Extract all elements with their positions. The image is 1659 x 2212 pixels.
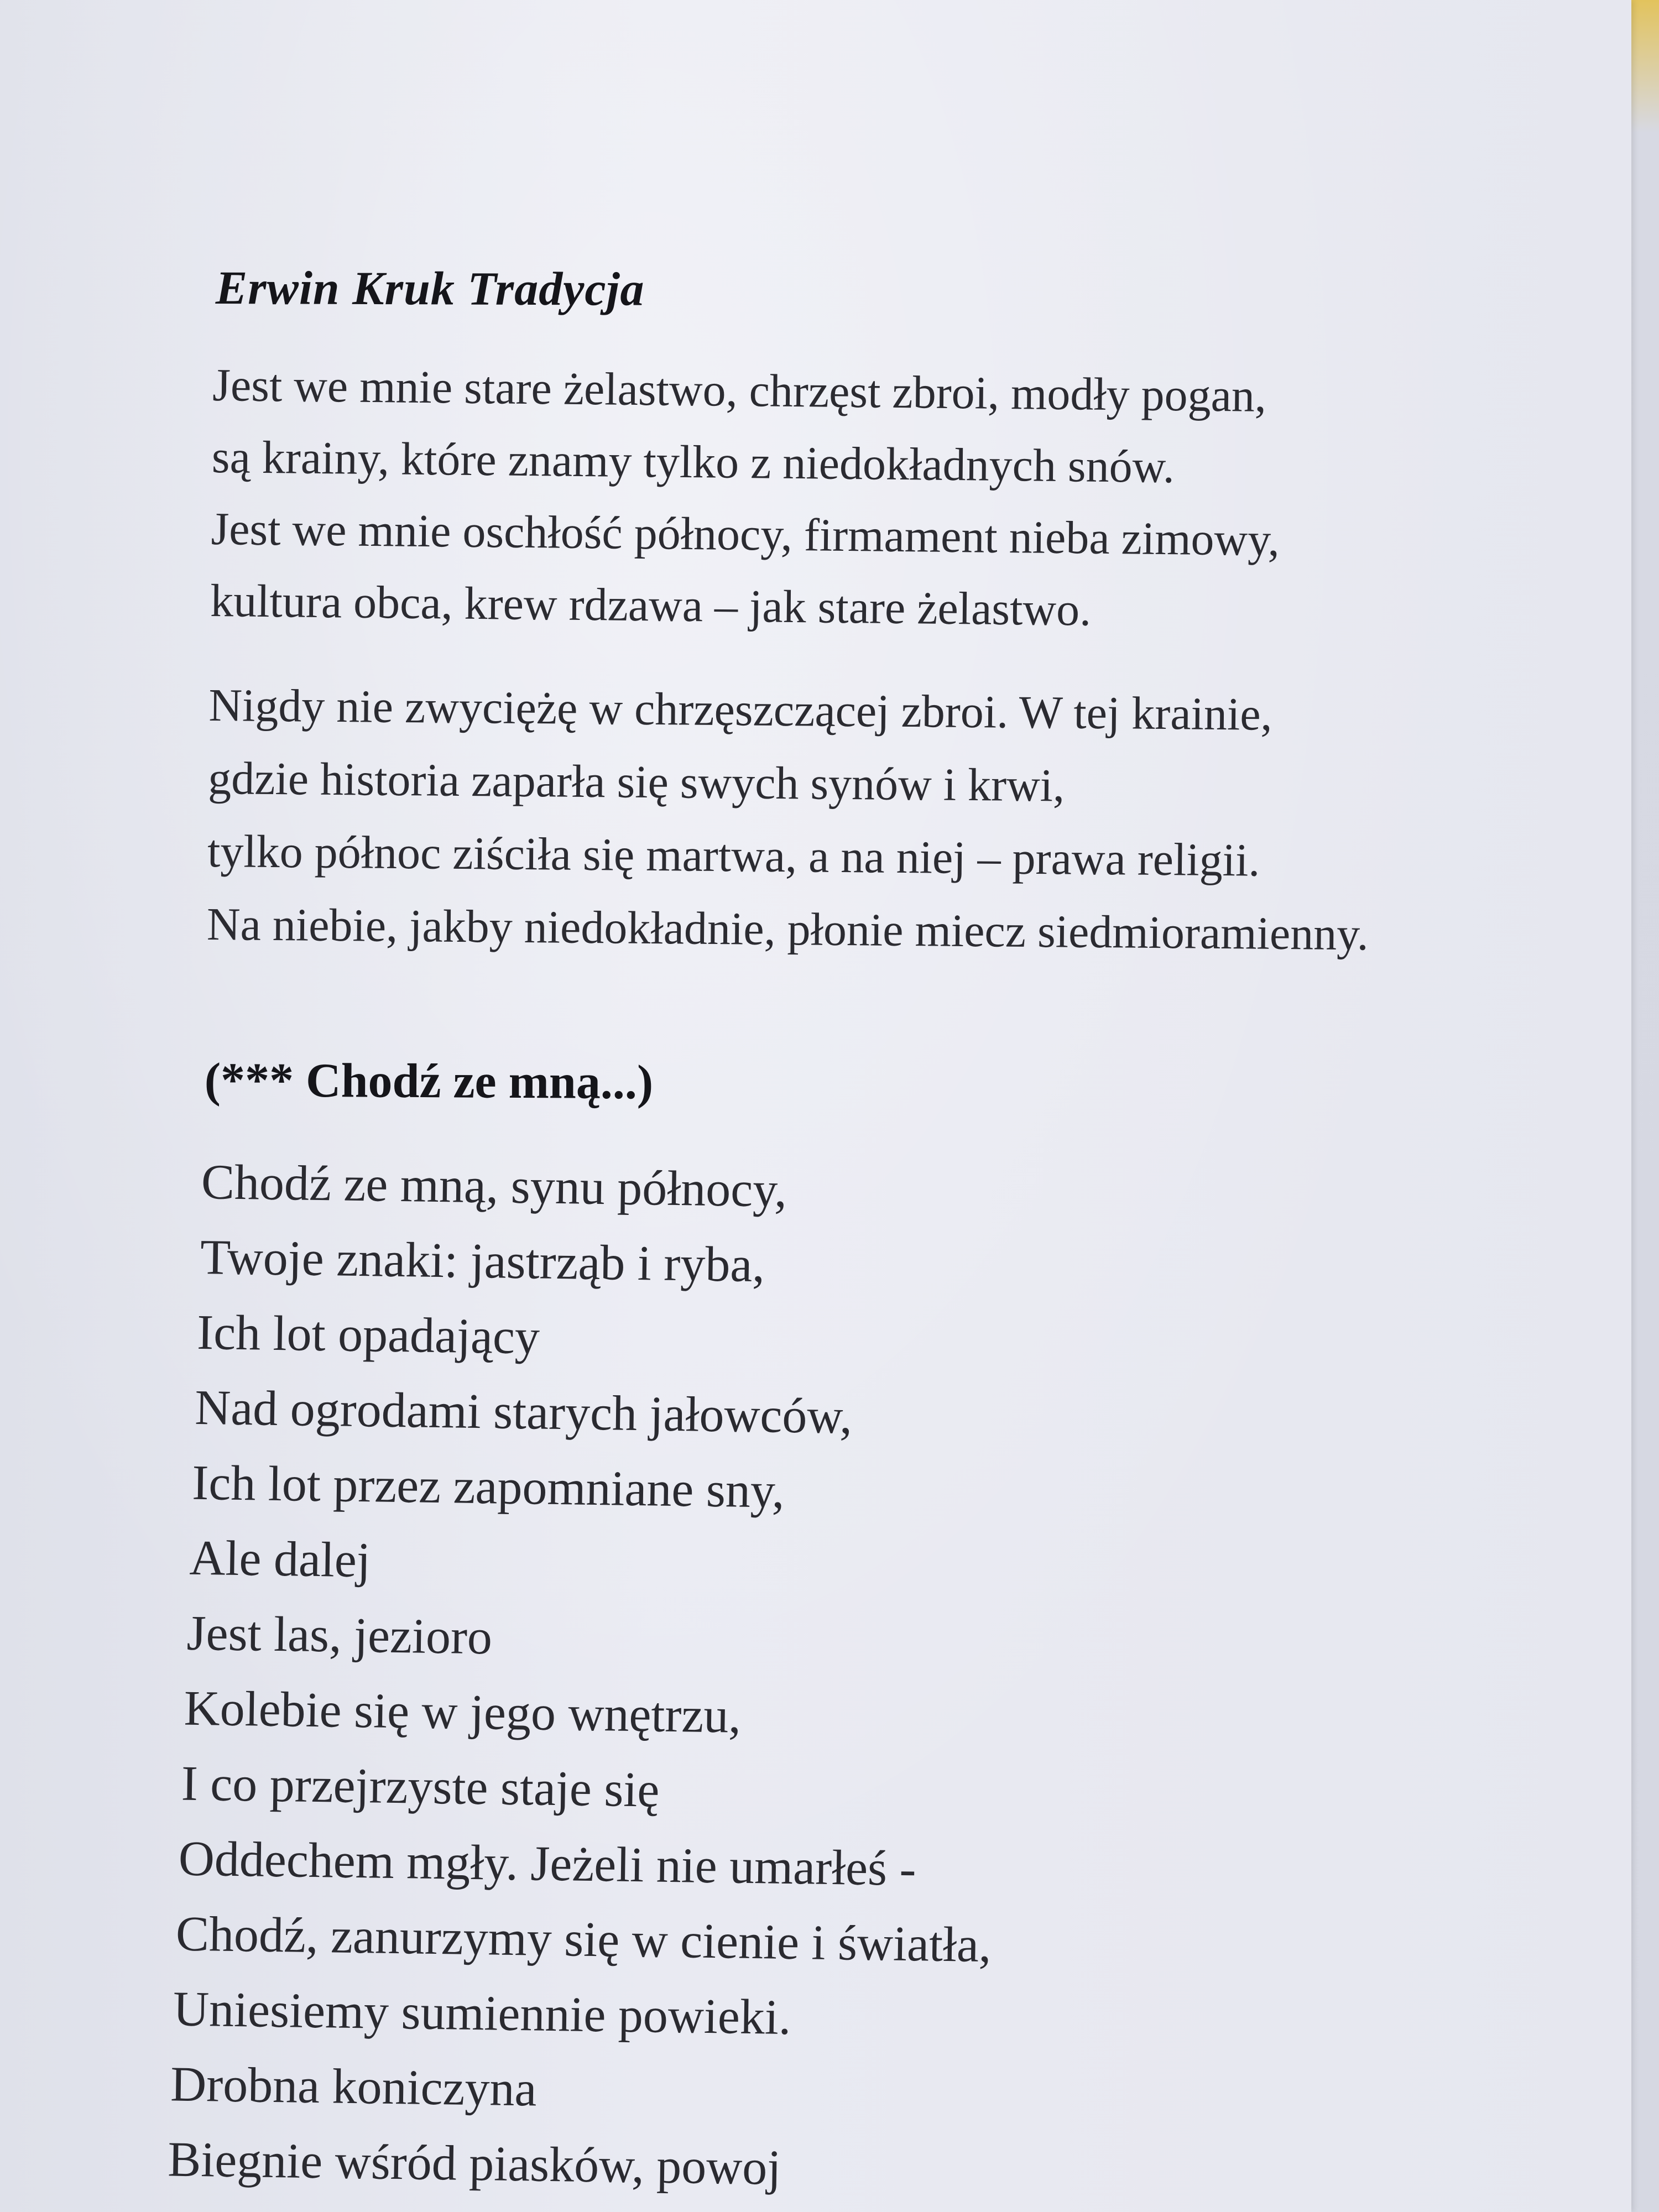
verse-line: Oddechem mgły. Jeżeli nie umarłeś - (178, 1831, 917, 1897)
poem-title: Erwin Kruk Tradycja (215, 261, 645, 316)
stanza-1 (210, 349, 1282, 648)
verse-line: Jest we mnie oschłość północy, firmament nieba zimowy, (211, 503, 1280, 566)
verse-line: Chodź, zanurzymy się w cienie i światła, (175, 1906, 992, 1973)
verse-line: Chodź ze mną, synu północy, (201, 1154, 787, 1218)
verse-line: Jest las, jezioro (186, 1605, 493, 1665)
verse-line: kultura obca, krew rdzawa – jak stare żelastwo. (210, 575, 1092, 636)
verse-line: Biegnie wśród piasków, powoj (167, 2132, 782, 2195)
verse-line: tylko północ ziściła się martwa, a na niej – prawa religii. (207, 825, 1260, 886)
verse-line: Ale dalej (189, 1530, 371, 1588)
verse-line: Ich lot przez zapomniane sny, (191, 1455, 785, 1519)
verse-line: Nad ogrodami starych jałowców, (194, 1380, 853, 1444)
verse-line: Kolebie się w jego wnętrzu, (184, 1681, 742, 1744)
verse-line: Drobna koniczyna (170, 2057, 538, 2117)
verse-line: gdzie historia zaparła się swych synów i krwi, (207, 752, 1065, 812)
verse-line: są krainy, które znamy tylko z niedokładnych snów. (211, 431, 1175, 493)
verse-line: Twoje znaki: jastrząb i ryba, (200, 1229, 765, 1293)
verse-line: Na niebie, jakby niedokładnie, płonie miecz siedmioramienny. (206, 898, 1369, 961)
verse-line: Ich lot opadający (196, 1305, 540, 1365)
stanza-2 (206, 669, 1370, 971)
verse-line: Uniesiemy sumiennie powieki. (173, 1981, 792, 2046)
poem-subtitle: (*** Chodź ze mną...) (204, 1053, 654, 1110)
verse-line: Jest we mnie stare żelastwo, chrzęst zbroi, modły pogan, (212, 359, 1267, 422)
poem-2-body (167, 1145, 1002, 2209)
verse-line: I co przejrzyste staje się (181, 1756, 660, 1818)
verse-line: Nigdy nie zwyciężę w chrzęszczącej zbroi. W tej krainie, (208, 679, 1273, 740)
